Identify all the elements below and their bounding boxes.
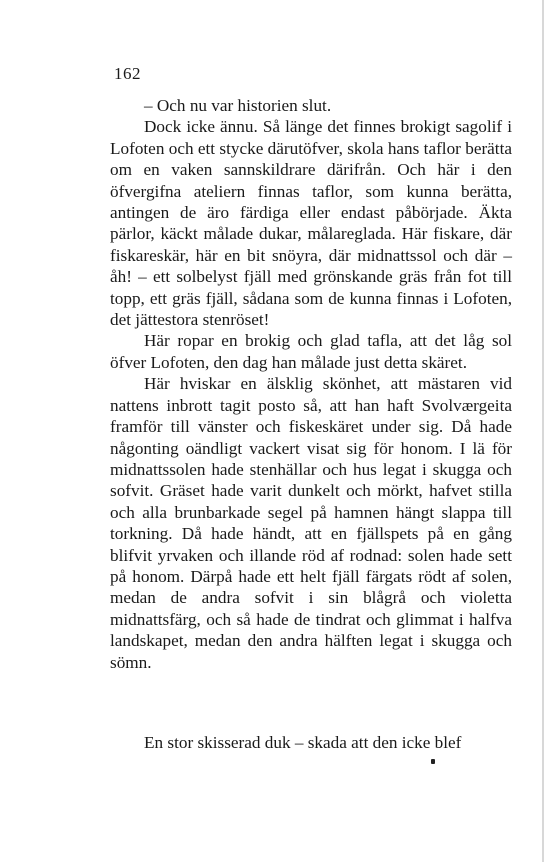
paragraph-1: – Och nu var historien slut.: [144, 96, 332, 115]
page-number: 162: [114, 64, 141, 83]
final-line: En stor skisserad duk – skada att den icke blef: [144, 733, 462, 752]
paragraph-4: Här hviskar en älsklig skönhet, att mästaren vid nattens inbrott tagit posto så, att han haft Svolværgeita framför till vänster och fiskeskäret under sig. Då hade någonting oändligt vackert visat sig för honom. I lä för midnattssolen hade stenhällar och hus legat i skugga och sofvit. Gräset hade varit dunkelt och mörkt, hafvet stilla och alla brunbarkade segel på hamnen hängt slappa till torkning. Då hade händt, att en fjällspets på en gång blifvit yrvaken och illande röd af rodnad: solen hade sett på honom. Därpå hade ett helt fjäll färgats rödt af solen, medan de andra sofvit i sin blågrå och violetta midnattsfärg, och så hade de tindrat och glimmat i halfva landskapet, medan den andra hälften legat i skugga och sömn.: [110, 374, 512, 672]
ink-speck: [431, 759, 435, 764]
paragraph-2: Dock icke ännu. Så länge det finnes brokigt sagolif i Lofoten och ett stycke därutöfver, skola hans taflor berätta om en vaken sannskildrare därifrån. Och här i den öfvergifna ateliern finnas taflor, som kunna berätta, antingen de äro färdiga eller endast påbörjade. Äkta pärlor, käckt målade dukar, målareglada. Här fiskare, där fiskareskär, här en bit snöyra, där midnattssol och där – åh! – ett solbelyst fjäll med grönskande gräs från fot till topp, ett gräs fjäll, sådana som de kunna finnas i Lofoten, det jättestora stenröset!: [110, 117, 512, 330]
body-text: [110, 95, 512, 673]
paragraph-3: Här ropar en brokig och glad tafla, att det låg sol öfver Lofoten, den dag han målade just detta skäret.: [110, 331, 512, 372]
